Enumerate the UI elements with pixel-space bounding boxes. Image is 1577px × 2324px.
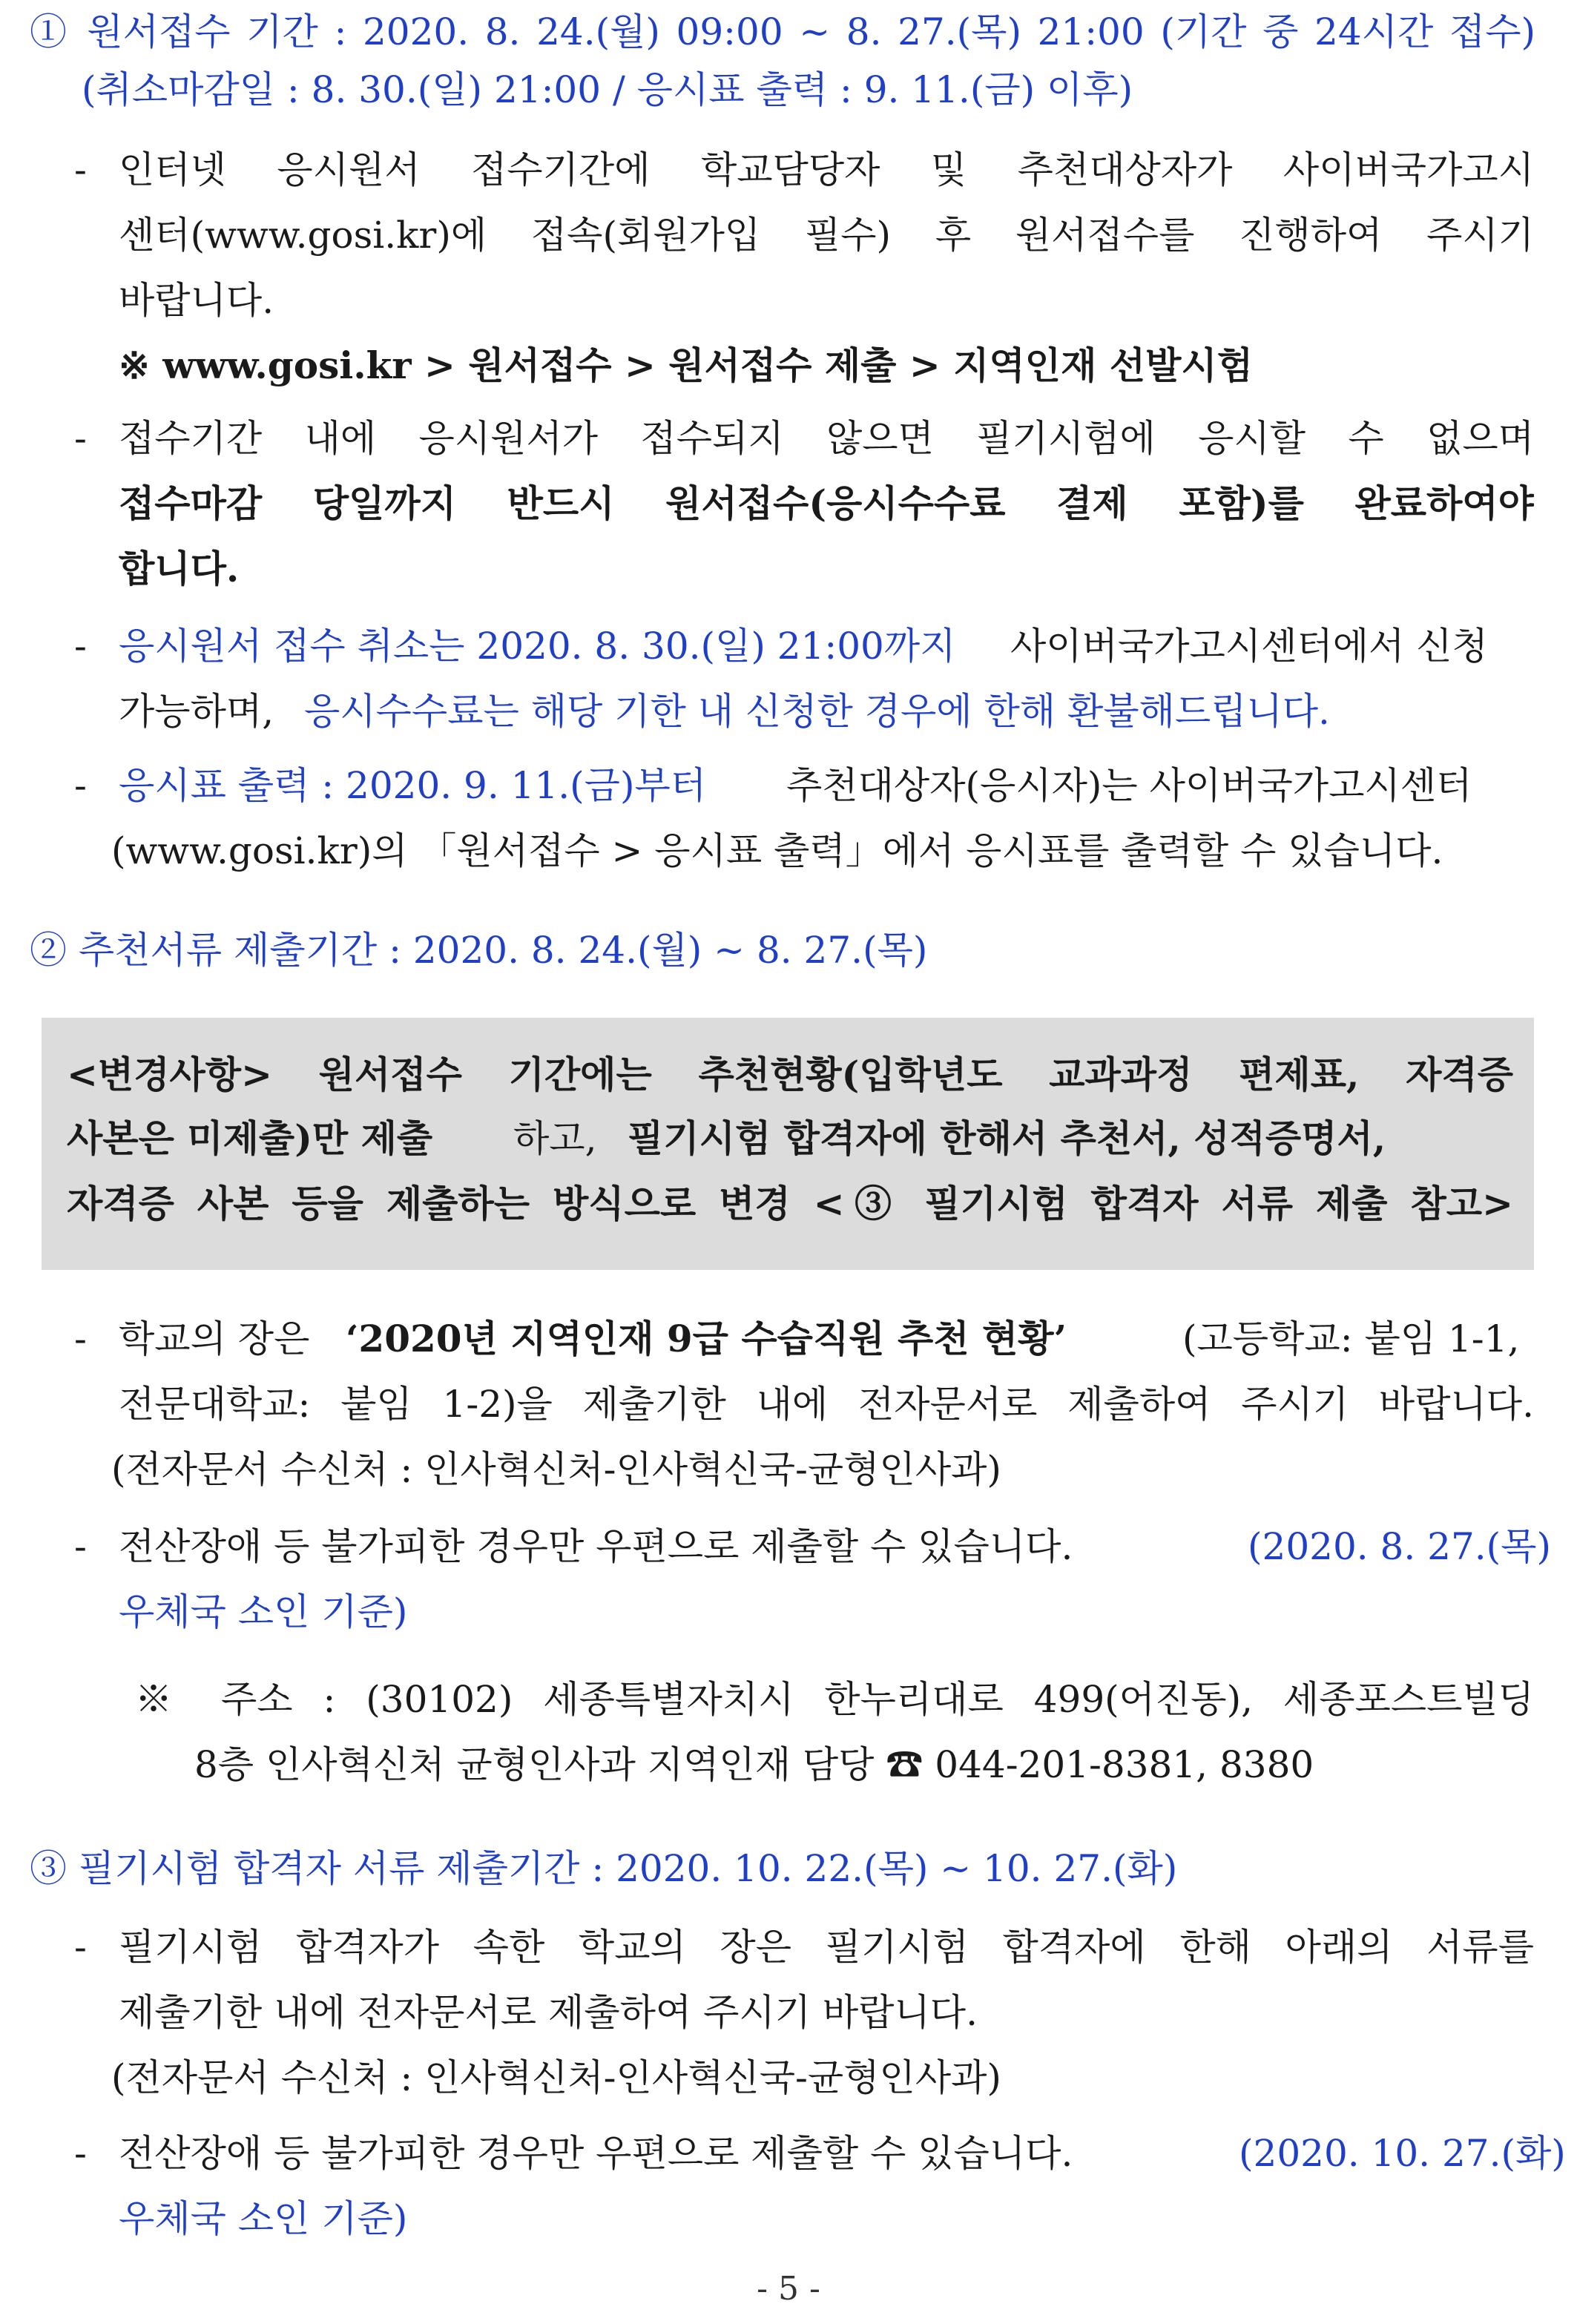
s1-bullet1-line3: 바랍니다.: [119, 279, 274, 322]
s3-bullet1-line2: 제출기한 내에 전자문서로 제출하여 주시기 바랍니다.: [119, 1991, 978, 2034]
s1-bullet1-line2: 센터(www.gosi.kr)에 접속(회원가입 필수) 후 원서접수를 진행하여 주시기: [119, 214, 1534, 257]
s3-bullet2-line2-blue: 우체국 소인 기준): [119, 2197, 408, 2240]
bullet-dash: -: [74, 1317, 87, 1360]
change-notice-line1: <변경사항> 원서접수 기간에는 추천현황(입학년도 교과과정 편제표, 자격증: [67, 1053, 1513, 1096]
s2-address-line1: ※ 주소 : (30102) 세종특별자치시 한누리대로 499(어진동), 세종포스트빌딩: [135, 1678, 1534, 1721]
s1-bullet4-line1-black: 추천대상자(응시자)는 사이버국가고시센터: [786, 764, 1472, 807]
s1-bullet2-line1: 접수기간 내에 응시원서가 접수되지 않으면 필기시험에 응시할 수 없으며: [119, 417, 1534, 460]
change-notice-line2a: 사본은 미제출)만 제출: [67, 1116, 433, 1160]
bullet-dash: -: [74, 2132, 87, 2175]
s2-bullet2-line2-blue: 우체국 소인 기준): [119, 1590, 408, 1633]
s1-path-note: ※ www.gosi.kr > 원서접수 > 원서접수 제출 > 지역인재 선발시험: [119, 343, 1253, 387]
s2-bullet2-line1-blue: (2020. 8. 27.(목): [1248, 1525, 1551, 1568]
s1-bullet3-line1-black: 사이버국가고시센터에서 신청: [1010, 625, 1488, 668]
s1-bullet3-line2-blue: 응시수수료는 해당 기한 내 신청한 경우에 한해 환불해드립니다.: [304, 690, 1330, 733]
s1-bullet2-line3: 합니다.: [119, 547, 240, 590]
section-1-heading: ① 원서접수 기간 : 2020. 8. 24.(월) 09:00 ~ 8. 27.(목) 21:00 (기간 중 24시간 접수): [30, 10, 1535, 53]
s3-bullet1-line3: (전자문서 수신처 : 인사혁신처-인사혁신국-균형인사과): [111, 2056, 1001, 2099]
s2-bullet1-line2: 전문대학교: 붙임 1-2)을 제출기한 내에 전자문서로 제출하여 주시기 바랍니다.: [119, 1383, 1534, 1426]
section-3-heading: ③ 필기시험 합격자 서류 제출기간 : 2020. 10. 22.(목) ~ 10. 27.(화): [30, 1847, 1178, 1890]
bullet-dash: -: [74, 417, 87, 460]
section-1-subheading: (취소마감일 : 8. 30.(일) 21:00 / 응시표 출력 : 9. 11.(금) 이후): [82, 68, 1133, 111]
s1-bullet3-line1-blue: 응시원서 접수 취소는 2020. 8. 30.(일) 21:00까지: [119, 625, 956, 668]
bullet-dash: -: [74, 148, 87, 191]
s1-bullet4-line1-blue: 응시표 출력 : 2020. 9. 11.(금)부터: [119, 764, 707, 807]
s2-bullet1-line1b: ‘2020년 지역인재 9급 수습직원 추천 현황’: [346, 1317, 1067, 1360]
bullet-dash: -: [74, 1926, 87, 1969]
page-number: - 5 -: [757, 2270, 820, 2308]
change-notice-line2c: 필기시험 합격자에 한해서 추천서, 성적증명서,: [628, 1116, 1386, 1160]
s2-bullet1-line1c: (고등학교: 붙임 1-1,: [1182, 1317, 1520, 1360]
s2-bullet1-line3: (전자문서 수신처 : 인사혁신처-인사혁신국-균형인사과): [111, 1448, 1001, 1491]
s2-bullet1-line1a: 학교의 장은: [119, 1317, 310, 1360]
s1-bullet1-line1: 인터넷 응시원서 접수기간에 학교담당자 및 추천대상자가 사이버국가고시: [119, 148, 1534, 191]
change-notice-line3: 자격증 사본 등을 제출하는 방식으로 변경 <③ 필기시험 합격자 서류 제출 참고>: [67, 1182, 1513, 1225]
change-notice-line2b: 하고,: [513, 1117, 597, 1160]
s1-bullet3-line2-black: 가능하며,: [119, 690, 274, 733]
s1-bullet2-line2: 접수마감 당일까지 반드시 원서접수(응시수수료 결제 포함)를 완료하여야: [119, 481, 1534, 525]
bullet-dash: -: [74, 764, 87, 807]
s2-address-line2: 8층 인사혁신처 균형인사과 지역인재 담당 ☎ 044-201-8381, 8380: [194, 1743, 1314, 1786]
s3-bullet2-line1-black: 전산장애 등 불가피한 경우만 우편으로 제출할 수 있습니다.: [119, 2132, 1073, 2175]
bullet-dash: -: [74, 625, 87, 668]
s2-bullet2-line1-black: 전산장애 등 불가피한 경우만 우편으로 제출할 수 있습니다.: [119, 1525, 1073, 1568]
s3-bullet1-line1: 필기시험 합격자가 속한 학교의 장은 필기시험 합격자에 한해 아래의 서류를: [119, 1926, 1534, 1969]
bullet-dash: -: [74, 1525, 87, 1568]
section-2-heading: ② 추천서류 제출기간 : 2020. 8. 24.(월) ~ 8. 27.(목): [30, 929, 928, 972]
s3-bullet2-line1-blue: (2020. 10. 27.(화): [1239, 2132, 1566, 2175]
s1-bullet4-line2: (www.gosi.kr)의 「원서접수 > 응시표 출력」에서 응시표를 출력할 수 있습니다.: [111, 829, 1443, 872]
